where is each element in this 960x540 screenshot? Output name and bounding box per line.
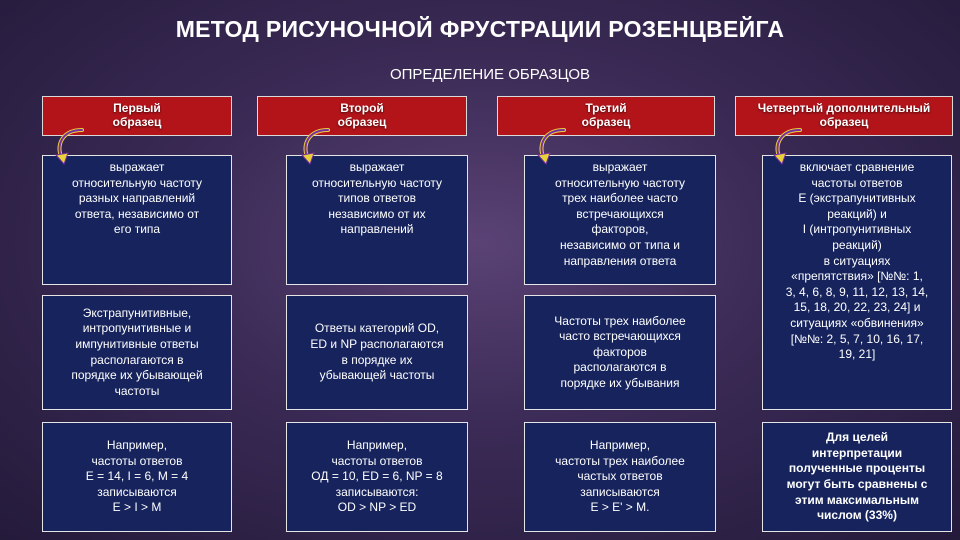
example-second-sample: Например, частоты ответов ОД = 10, ED = 6, NP = 8 записываются: OD > NP > ED	[286, 422, 468, 532]
definition-second-sample: выражает относительную частоту типов ответов независимо от их направлений	[286, 155, 468, 285]
ordering-second-sample: Ответы категорий OD, ED и NP располагаются в порядке их убывающей частоты	[286, 295, 468, 410]
definition-first-sample: выражает относительную частоту разных направлений ответа, независимо от его типа	[42, 155, 232, 285]
slide-subtitle: ОПРЕДЕЛЕНИЕ ОБРАЗЦОВ	[389, 66, 591, 83]
header-fourth-sample	[735, 96, 953, 136]
header-label: Четвертый дополнительный образец	[757, 101, 931, 129]
example-fourth-sample: Для целей интерпретации полученные проценты могут быть сравнены с этим максимальным числом (33%)	[762, 422, 952, 532]
header-label: Второй образец	[337, 101, 387, 129]
slide-title: МЕТОД РИСУНОЧНОЙ ФРУСТРАЦИИ РОЗЕНЦВЕЙГА	[175, 16, 785, 42]
curved-arrow-icon	[534, 126, 572, 166]
example-first-sample: Например, частоты ответов Е = 14, I = 6, M = 4 записываются E > I > M	[42, 422, 232, 532]
definition-third-sample: выражает относительную частоту трех наиболее часто встречающихся факторов, независимо от типа и направления ответа	[524, 155, 716, 285]
example-third-sample: Например, частоты трех наиболее частых ответов записываются E > E' > M.	[524, 422, 716, 532]
ordering-first-sample: Экстрапунитивные, интропунитивные и импунитивные ответы располагаются в порядке их убывающей частоты	[42, 295, 232, 410]
header-third-sample	[497, 96, 715, 136]
header-second-sample	[257, 96, 467, 136]
header-label: Первый образец	[112, 101, 162, 129]
header-label: Третий образец	[581, 101, 631, 129]
curved-arrow-icon	[770, 126, 808, 166]
curved-arrow-icon	[298, 126, 336, 166]
definition-fourth-sample: включает сравнение частоты ответов Е (экстрапунитивных реакций) и I (интропунитивных реакций) в ситуациях «препятствия» [№№: 1, 3, 4, 6, 8, 9, 11, 12, 13, 14, 15, 18, 20, 22, 23, 24] и ситуациях «обвинения» [№№: 2, 5, 7, 10, 16, 17, 19, 21]	[762, 155, 952, 410]
curved-arrow-icon	[52, 126, 90, 166]
ordering-third-sample: Частоты трех наиболее часто встречающихся факторов располагаются в порядке их убывания	[524, 295, 716, 410]
